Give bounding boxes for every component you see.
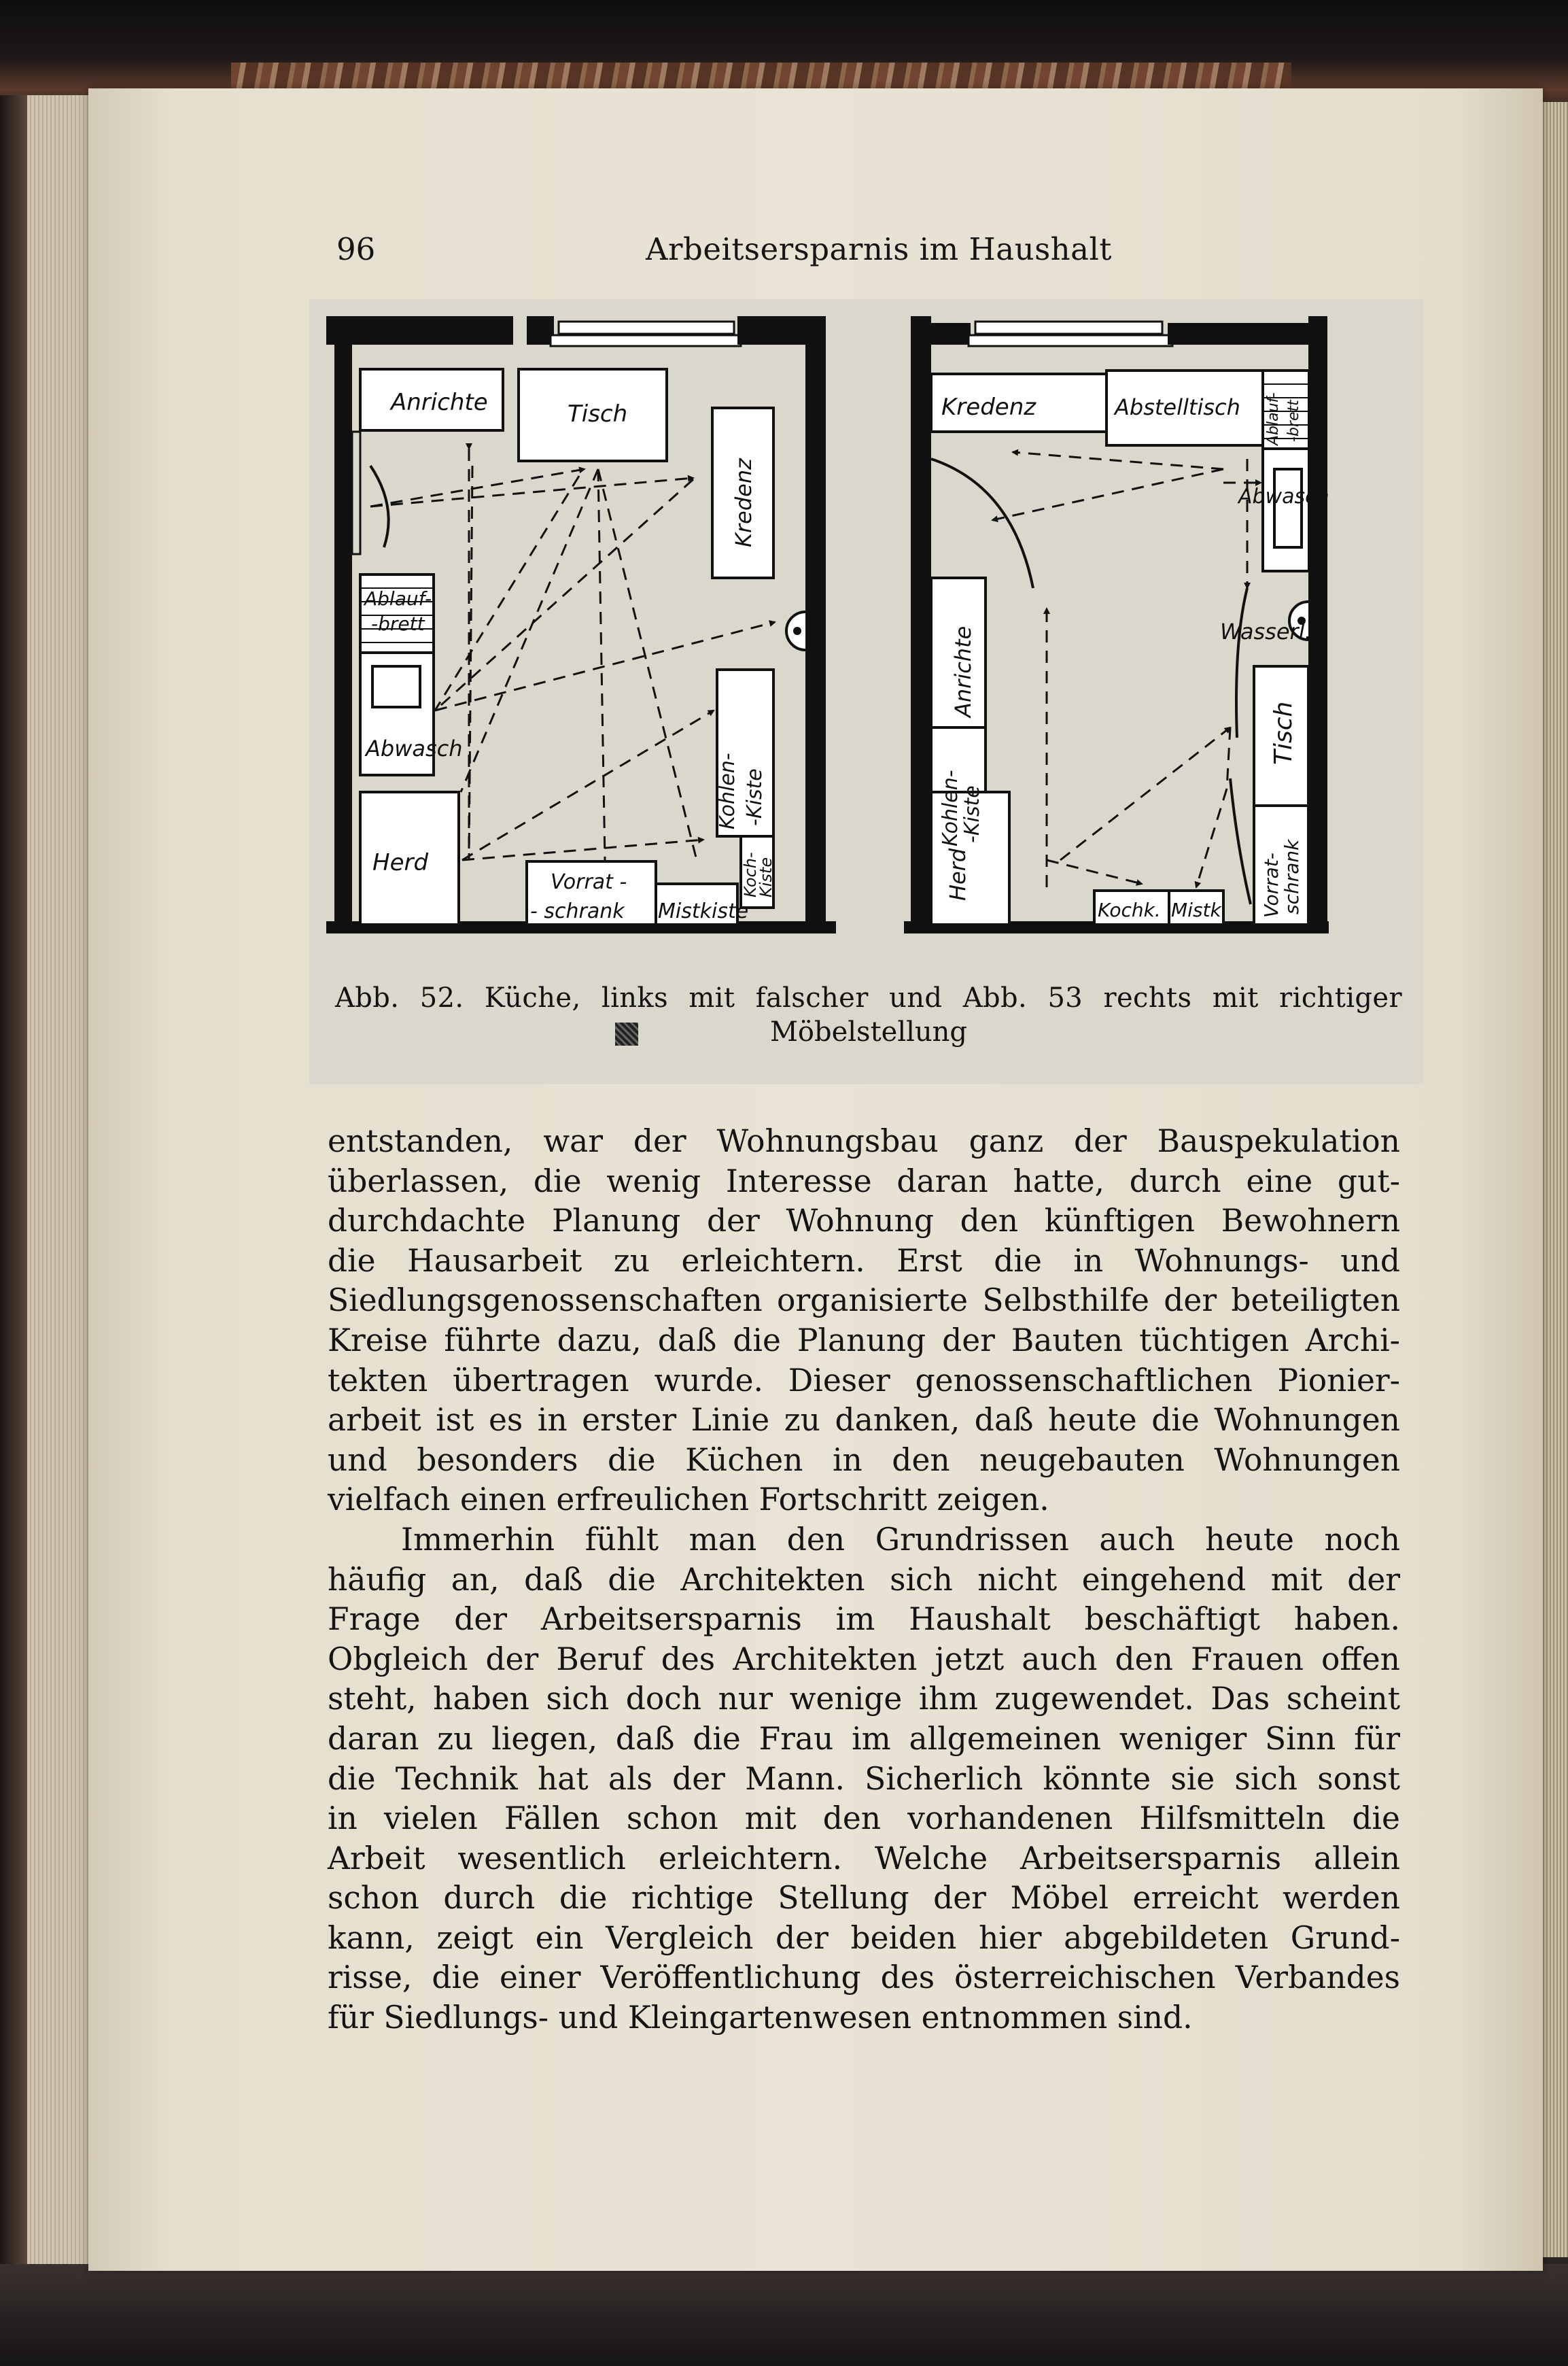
label-herd-left: Herd bbox=[372, 849, 429, 876]
body-line: in vielen Fällen schon mit den vorhandenen Hilfsmitteln die bbox=[328, 1800, 1400, 1837]
body-line: häufig an, daß die Architekten sich nicht eingehend mit der bbox=[328, 1561, 1400, 1598]
library-stamp-mark bbox=[615, 1023, 638, 1046]
body-line: die Technik hat als der Mann. Sicherlich könnte sie sich sonst bbox=[328, 1760, 1400, 1797]
body-line: für Siedlungs- und Kleingartenwesen entnommen sind. bbox=[328, 2000, 1193, 2036]
page-number: 96 bbox=[336, 231, 376, 267]
running-title: Arbeitsersparnis im Haushalt bbox=[646, 231, 1112, 267]
body-line: überlassen, die wenig Interesse daran hatte, durch eine gut- bbox=[328, 1163, 1400, 1199]
label-ablauf-left-2: -brett bbox=[371, 613, 425, 635]
label-tisch-right: Tisch bbox=[1270, 701, 1297, 765]
label-ablauf-left-1: Ablauf- bbox=[364, 587, 432, 610]
label-wasser-right: Wasserl. bbox=[1220, 619, 1312, 645]
label-mistk-right: Mistk. bbox=[1171, 899, 1227, 921]
body-line: Obgleich der Beruf des Architekten jetzt auch den Frauen offen bbox=[328, 1641, 1400, 1677]
left-kitchen-plan bbox=[326, 316, 836, 933]
body-line: Siedlungsgenossenschaften organisierte Selbsthilfe der beteiligten bbox=[328, 1282, 1400, 1319]
label-kredenz-right: Kredenz bbox=[941, 394, 1036, 421]
body-line: steht, haben sich doch nur wenige ihm zugewendet. Das scheint bbox=[328, 1681, 1400, 1717]
label-abwasch-right: Abwasch bbox=[1238, 485, 1329, 509]
body-line: durchdachte Planung der Wohnung den künftigen Bewohnern bbox=[328, 1203, 1400, 1239]
kitchen-floor-plans bbox=[326, 303, 1421, 955]
caption-line-1: Abb. 52. Küche, links mit falscher und Abb. 53 rechts mit richtiger bbox=[335, 982, 1402, 1014]
body-line: daran zu liegen, daß die Frau im allgemeinen weniger Sinn für bbox=[328, 1720, 1400, 1757]
body-line: arbeit ist es in erster Linie zu danken, daß heute die Wohnungen bbox=[328, 1402, 1400, 1439]
label-abwasch-left: Abwasch bbox=[366, 736, 463, 761]
label-anrichte-right: Anrichte bbox=[950, 625, 976, 717]
body-line: kann, zeigt ein Vergleich der beiden hier abgebildeten Grund- bbox=[328, 1919, 1400, 1956]
label-koch-left-1: Koch- bbox=[741, 852, 760, 897]
body-line: Arbeit wesentlich erleichtern. Welche Arbeitsersparnis allein bbox=[328, 1840, 1400, 1876]
label-mistkiste-left: Mistkiste bbox=[658, 899, 749, 923]
right-kitchen-plan bbox=[904, 316, 1329, 933]
body-line: risse, die einer Veröffentlichung des österreichischen Verbandes bbox=[328, 1959, 1400, 1996]
label-kohlen-right-2: -Kiste bbox=[960, 785, 984, 843]
body-line: vielfach einen erfreulichen Fortschritt zeigen. bbox=[328, 1481, 1049, 1518]
body-line: entstanden, war der Wohnungsbau ganz der Bauspekulation bbox=[328, 1123, 1400, 1159]
label-abstelltisch-right: Abstelltisch bbox=[1115, 394, 1240, 420]
label-tisch-left: Tisch bbox=[568, 400, 628, 428]
label-vorrat-left-1: Vorrat - bbox=[551, 870, 627, 894]
label-vorrat-left-2: - schrank bbox=[530, 899, 625, 923]
body-line: Frage der Arbeitsersparnis im Haushalt beschäftigt haben. bbox=[328, 1601, 1400, 1638]
label-kohlen-left-2: -Kiste bbox=[743, 768, 767, 826]
label-kohlen-left-1: Kohlen- bbox=[716, 753, 739, 829]
figure-caption bbox=[335, 982, 1402, 1048]
body-line: Kreise führte dazu, daß die Planung der Bauten tüchtigen Archi- bbox=[328, 1322, 1400, 1358]
label-ablauf-right-2: -brett bbox=[1285, 400, 1302, 442]
body-line: schon durch die richtige Stellung der Möbel erreicht werden bbox=[328, 1880, 1400, 1917]
label-kohlen-right-1: Kohlen- bbox=[939, 770, 962, 846]
body-text bbox=[328, 1122, 1400, 2038]
label-vorrat-right-2: schrank bbox=[1280, 839, 1303, 914]
body-line: Immerhin fühlt man den Grundrissen auch heute noch bbox=[401, 1521, 1400, 1558]
scan-background-bottom bbox=[0, 2264, 1568, 2366]
label-herd-right: Herd bbox=[945, 848, 971, 901]
label-koch-left-2: Kiste bbox=[756, 857, 776, 897]
body-line: tekten übertragen wurde. Dieser genossenschaftlichen Pionier- bbox=[328, 1362, 1400, 1399]
label-ablauf-right-1: Ablauf- bbox=[1265, 392, 1282, 445]
label-vorrat-right-1: Vorrat- bbox=[1260, 853, 1283, 918]
body-line: die Hausarbeit zu erleichtern. Erst die in Wohnungs- und bbox=[328, 1242, 1400, 1279]
label-kochk-right: Kochk. bbox=[1098, 899, 1161, 921]
label-kredenz-left: Kredenz bbox=[731, 458, 756, 547]
label-anrichte-left: Anrichte bbox=[391, 389, 488, 416]
caption-line-2: Möbelstellung bbox=[769, 1016, 968, 1048]
body-line: und besonders die Küchen in den neugebauten Wohnungen bbox=[328, 1441, 1400, 1478]
